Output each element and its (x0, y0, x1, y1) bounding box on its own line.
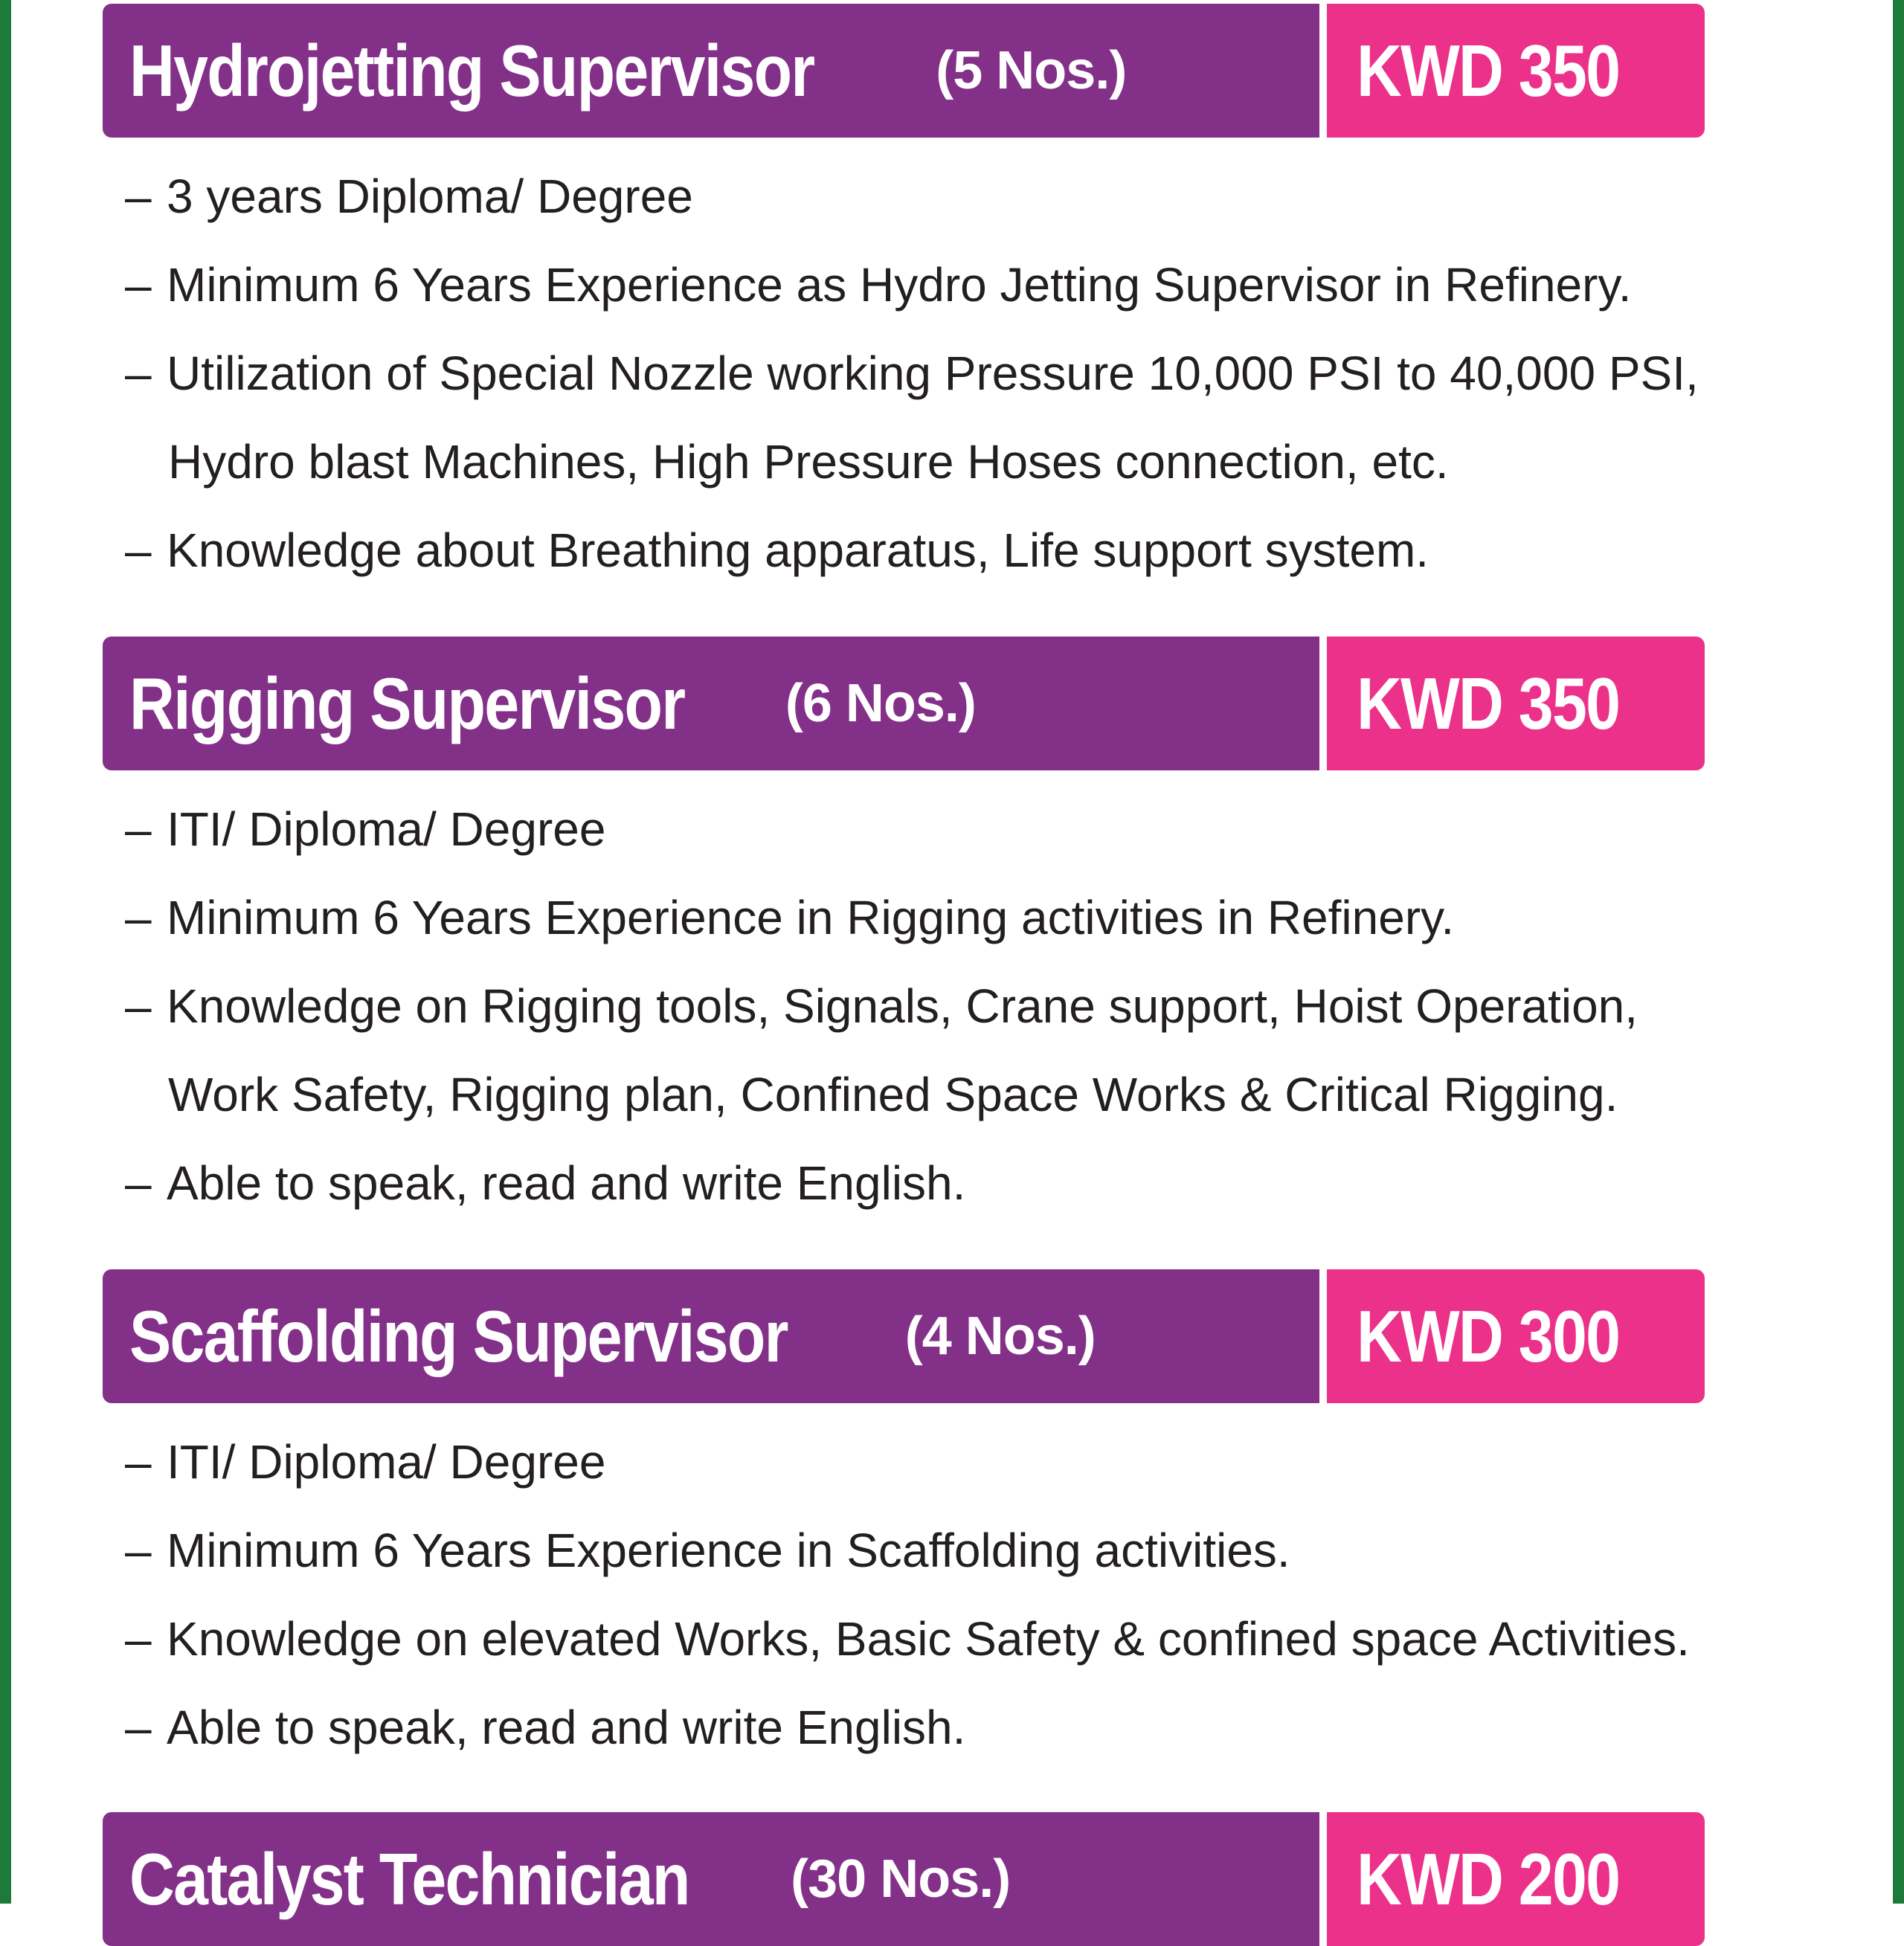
left-border (0, 0, 11, 1904)
dash-marker: – (125, 979, 152, 1033)
requirement-item (125, 1684, 1690, 1772)
requirement-item (125, 1507, 1690, 1595)
requirement-text: ITI/ Diploma/ Degree (167, 1435, 606, 1489)
requirement-text: Hydro blast Machines, High Pressure Hoses connection, etc. (168, 435, 1449, 489)
job-openings-count: (5 Nos.) (936, 41, 1127, 100)
requirement-text: Knowledge about Breathing apparatus, Life support system. (167, 523, 1429, 577)
requirement-item (125, 874, 1638, 962)
job-title: Catalyst Technician (129, 1837, 689, 1920)
dash-marker: – (125, 1156, 152, 1210)
salary-badge (1327, 1812, 1705, 1946)
requirement-item (125, 962, 1638, 1051)
dash-marker: – (125, 1524, 152, 1577)
salary-badge (1327, 637, 1705, 770)
dash-marker: – (125, 523, 152, 577)
job-title-bar (103, 4, 1319, 138)
job-header (103, 1812, 1705, 1946)
requirement-item (125, 329, 1699, 418)
job-title-bar (103, 1812, 1319, 1946)
salary-value: KWD 300 (1357, 1295, 1620, 1377)
job-title: Hydrojetting Supervisor (129, 29, 814, 112)
right-border (1893, 0, 1904, 1904)
requirement-text: Minimum 6 Years Experience as Hydro Jetting Supervisor in Refinery. (167, 258, 1632, 312)
requirement-item (125, 785, 1638, 874)
job-openings-count: (4 Nos.) (904, 1307, 1096, 1366)
job-openings-count: (6 Nos.) (785, 674, 976, 733)
dash-marker: – (125, 1612, 152, 1666)
dash-marker: – (125, 170, 152, 223)
requirement-item (125, 506, 1699, 595)
requirement-text: Knowledge on Rigging tools, Signals, Crane support, Hoist Operation, (167, 979, 1638, 1033)
requirement-text: Able to speak, read and write English. (167, 1701, 966, 1754)
job-header (103, 637, 1705, 770)
requirement-item (125, 1595, 1690, 1684)
requirement-text: Minimum 6 Years Experience in Rigging activities in Refinery. (167, 891, 1455, 944)
requirement-item (125, 1139, 1638, 1228)
requirement-text: 3 years Diploma/ Degree (167, 170, 693, 223)
dash-marker: – (125, 258, 152, 312)
salary-badge (1327, 1269, 1705, 1403)
dash-marker: – (125, 1701, 152, 1754)
requirement-text: Minimum 6 Years Experience in Scaffolding activities. (167, 1524, 1290, 1577)
dash-marker: – (125, 891, 152, 944)
requirements-list (125, 785, 1638, 1228)
requirement-text: Utilization of Special Nozzle working Pressure 10,000 PSI to 40,000 PSI, (167, 347, 1699, 400)
requirement-item (125, 241, 1699, 329)
dash-marker: – (125, 347, 152, 400)
requirement-text: Work Safety, Rigging plan, Confined Space Works & Critical Rigging. (168, 1068, 1618, 1121)
job-header (103, 4, 1705, 138)
requirement-text: Knowledge on elevated Works, Basic Safety & confined space Activities. (167, 1612, 1690, 1666)
job-header (103, 1269, 1705, 1403)
requirements-list (125, 152, 1699, 595)
job-title: Scaffolding Supervisor (129, 1295, 788, 1377)
dash-marker: – (125, 802, 152, 856)
job-title-bar (103, 1269, 1319, 1403)
job-title: Rigging Supervisor (129, 662, 685, 744)
requirement-continuation (125, 418, 1699, 506)
requirement-continuation (125, 1051, 1638, 1139)
requirement-text: Able to speak, read and write English. (167, 1156, 966, 1210)
salary-value: KWD 350 (1357, 29, 1620, 112)
requirement-item (125, 1418, 1690, 1507)
requirements-list (125, 1418, 1690, 1772)
requirement-item (125, 152, 1699, 241)
job-openings-count: (30 Nos.) (791, 1849, 1011, 1909)
salary-value: KWD 200 (1357, 1837, 1620, 1920)
salary-badge (1327, 4, 1705, 138)
requirement-text: ITI/ Diploma/ Degree (167, 802, 606, 856)
salary-value: KWD 350 (1357, 662, 1620, 744)
dash-marker: – (125, 1435, 152, 1489)
job-title-bar (103, 637, 1319, 770)
